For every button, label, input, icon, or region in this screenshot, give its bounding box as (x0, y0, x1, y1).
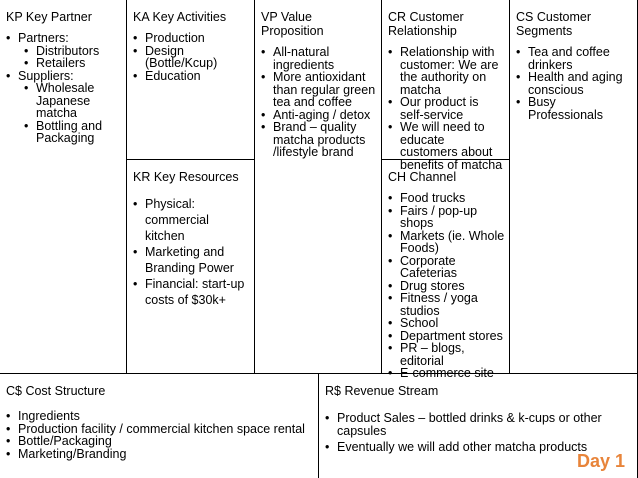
key-partners-title: KP Key Partner (6, 10, 92, 24)
list-item: • Brand – quality matcha products /lifestyle brand (261, 121, 377, 159)
customer-relationship-block (382, 0, 510, 172)
customer-relationship-list (388, 46, 505, 171)
list-item: • More antioxidant than regular green tea and coffee (261, 71, 377, 109)
list-item: • Relationship with customer: We are the authority on matcha (388, 46, 505, 96)
list-item: • Design (Bottle/Kcup) (133, 45, 250, 70)
list-item: • Marketing/Branding (6, 448, 314, 461)
list-item: • PR – blogs, editorial (388, 342, 505, 367)
list-item: • Suppliers: (6, 70, 122, 83)
list-item: • School (388, 317, 505, 330)
key-activities-title: KA Key Activities (133, 10, 227, 24)
list-item: • Physical: commercial kitchen (133, 196, 250, 244)
channels-title: CH Channel (388, 170, 457, 184)
value-proposition-list (261, 46, 377, 159)
list-item: • Corporate Cafeterias (388, 255, 505, 280)
list-item: • Production (133, 32, 250, 45)
list-item: • Food trucks (388, 192, 505, 205)
customer-segments-title: CS Customer Segments (516, 10, 592, 38)
list-item: • Production facility / commercial kitchen space rental (6, 423, 314, 436)
channels-list (388, 192, 505, 380)
customer-segments-block (510, 0, 638, 374)
list-item: • Drug stores (388, 280, 505, 293)
list-item: • We will need to educate customers about benefits of matcha (388, 121, 505, 171)
list-item: • Bottle/Packaging (6, 435, 314, 448)
list-item: • Partners: (6, 32, 122, 45)
list-item: • Busy Professionals (516, 96, 633, 121)
value-proposition-title: VP Value Proposition (261, 10, 324, 38)
list-item: • Retailers (6, 57, 122, 70)
list-item: • Fitness / yoga studios (388, 292, 505, 317)
list-item: • Marketing and Branding Power (133, 244, 250, 276)
key-resources-title: KR Key Resources (133, 170, 239, 184)
cost-structure-block (0, 374, 319, 478)
key-activities-block (127, 0, 255, 160)
revenue-streams-block (319, 374, 638, 478)
list-item: • Distributors (6, 45, 122, 58)
key-partners-list (6, 32, 122, 145)
key-resources-block (127, 160, 255, 374)
customer-relationship-title: CR Customer Relationship (388, 10, 464, 38)
key-partners-block (0, 0, 127, 374)
list-item: • Ingredients (6, 410, 314, 423)
list-item: • E-commerce site (388, 367, 505, 380)
cost-structure-title: C$ Cost Structure (6, 384, 106, 398)
list-item: • All-natural ingredients (261, 46, 377, 71)
customer-segments-list (516, 46, 633, 121)
list-item: • Department stores (388, 330, 505, 343)
list-item: • Product Sales – bottled drinks & k-cups or other capsules (325, 412, 633, 437)
list-item: • Anti-aging / detox (261, 109, 377, 122)
list-item: • Markets (ie. Whole Foods) (388, 230, 505, 255)
list-item: • Wholesale Japanese matcha (6, 82, 122, 120)
list-item: • Health and aging conscious (516, 71, 633, 96)
list-item: • Education (133, 70, 250, 83)
cost-structure-list (6, 410, 314, 460)
day-badge: Day 1 (576, 451, 625, 471)
revenue-streams-title: R$ Revenue Stream (325, 384, 439, 398)
channels-block (382, 160, 510, 380)
list-item: • Our product is self-service (388, 96, 505, 121)
list-item: • Fairs / pop-up shops (388, 205, 505, 230)
key-resources-list (133, 196, 250, 308)
list-item: • Tea and coffee drinkers (516, 46, 633, 71)
revenue-streams-list (325, 412, 633, 454)
list-item: • Financial: start-up costs of $30k+ (133, 276, 250, 308)
list-item: • Bottling and Packaging (6, 120, 122, 145)
value-proposition-block (255, 0, 382, 374)
list-item: • Eventually we will add other matcha products (325, 441, 633, 454)
key-activities-list (133, 32, 250, 82)
